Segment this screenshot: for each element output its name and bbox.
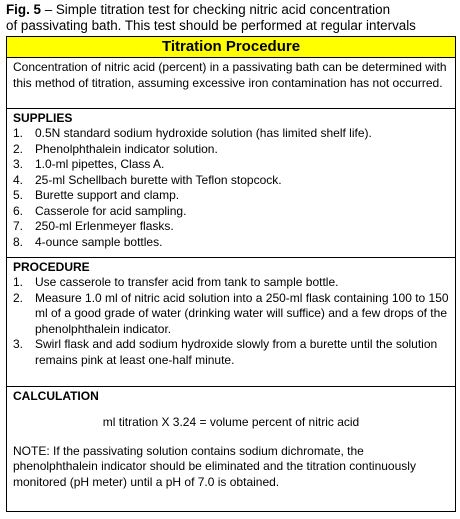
- procedure-step: [13, 337, 449, 368]
- supply-item: [13, 142, 449, 158]
- intro-section: [7, 58, 455, 109]
- intro-text: Concentration of nitric acid (percent) in a passivating bath can be determined with this method of titration, assuming excessive iron contamination has not occurred.: [13, 60, 447, 90]
- supply-item: [13, 173, 449, 189]
- supply-item: [13, 219, 449, 235]
- item-text: Casserole for acid sampling.: [35, 203, 187, 218]
- titration-procedure-table: [6, 36, 456, 512]
- calculation-section: [7, 387, 455, 511]
- item-number: 1.: [13, 126, 24, 140]
- supplies-list: [13, 126, 449, 250]
- calculation-heading: CALCULATION: [13, 389, 99, 403]
- item-text: 25-ml Schellbach burette with Teflon stopcock.: [35, 172, 282, 187]
- procedure-heading: PROCEDURE: [13, 260, 90, 274]
- procedure-list: [13, 275, 449, 368]
- item-text: 250-ml Erlenmeyer flasks.: [35, 219, 174, 233]
- table-title: Titration Procedure: [7, 37, 455, 58]
- supply-item: [13, 157, 449, 173]
- item-text: Phenolphthalein indicator solution.: [35, 141, 218, 156]
- calculation-formula: ml titration X 3.24 = volume percent of nitric acid: [102, 415, 360, 429]
- caption-line-1: [6, 2, 458, 18]
- step-number: 3.: [13, 337, 24, 351]
- supplies-section: [7, 109, 455, 258]
- calculation-note: NOTE: If the passivating solution contains sodium dichromate, the phenolphthalein indicator should be eliminated and the titration continuously monitored (pH meter) until a pH of 7.0 is obtained.: [13, 443, 416, 489]
- figure-caption: [6, 2, 458, 34]
- item-number: 8.: [13, 234, 24, 249]
- item-number: 6.: [13, 203, 24, 218]
- item-text: 1.0-ml pipettes, Class A.: [35, 157, 165, 171]
- supply-item: [13, 126, 449, 142]
- item-number: 5.: [13, 188, 24, 202]
- item-number: 7.: [13, 219, 24, 233]
- item-text: Burette support and clamp.: [35, 188, 180, 202]
- supply-item: [13, 188, 449, 204]
- item-number: 2.: [13, 141, 24, 156]
- item-number: 3.: [13, 157, 24, 171]
- supply-item: [13, 235, 449, 251]
- caption-text-1: – Simple titration test for checking nitric acid concentration: [40, 2, 391, 17]
- procedure-step: [13, 275, 449, 291]
- caption-text-2: of passivating bath. This test should be performed at regular intervals: [6, 18, 416, 33]
- item-text: 4-ounce sample bottles.: [35, 234, 163, 249]
- step-text: Swirl flask and add sodium hydroxide slowly from a burette until the solution remains pink at least one-half minute.: [35, 337, 438, 367]
- procedure-section: [7, 258, 455, 387]
- supplies-heading: SUPPLIES: [13, 111, 73, 125]
- item-text: 0.5N standard sodium hydroxide solution (has limited shelf life).: [35, 126, 372, 140]
- supply-item: [13, 204, 449, 220]
- procedure-step: [13, 291, 449, 338]
- step-text: Measure 1.0 ml of nitric acid solution into a 250-ml flask containing 100 to 150 ml of a good grade of water (drinking water will suffice) and a few drops of the phenolphthalein indicator.: [35, 290, 449, 336]
- step-number: 1.: [13, 275, 24, 289]
- step-number: 2.: [13, 290, 24, 305]
- figure-label: Fig. 5: [6, 2, 41, 17]
- step-text: Use casserole to transfer acid from tank to sample bottle.: [35, 275, 339, 289]
- item-number: 4.: [13, 172, 24, 187]
